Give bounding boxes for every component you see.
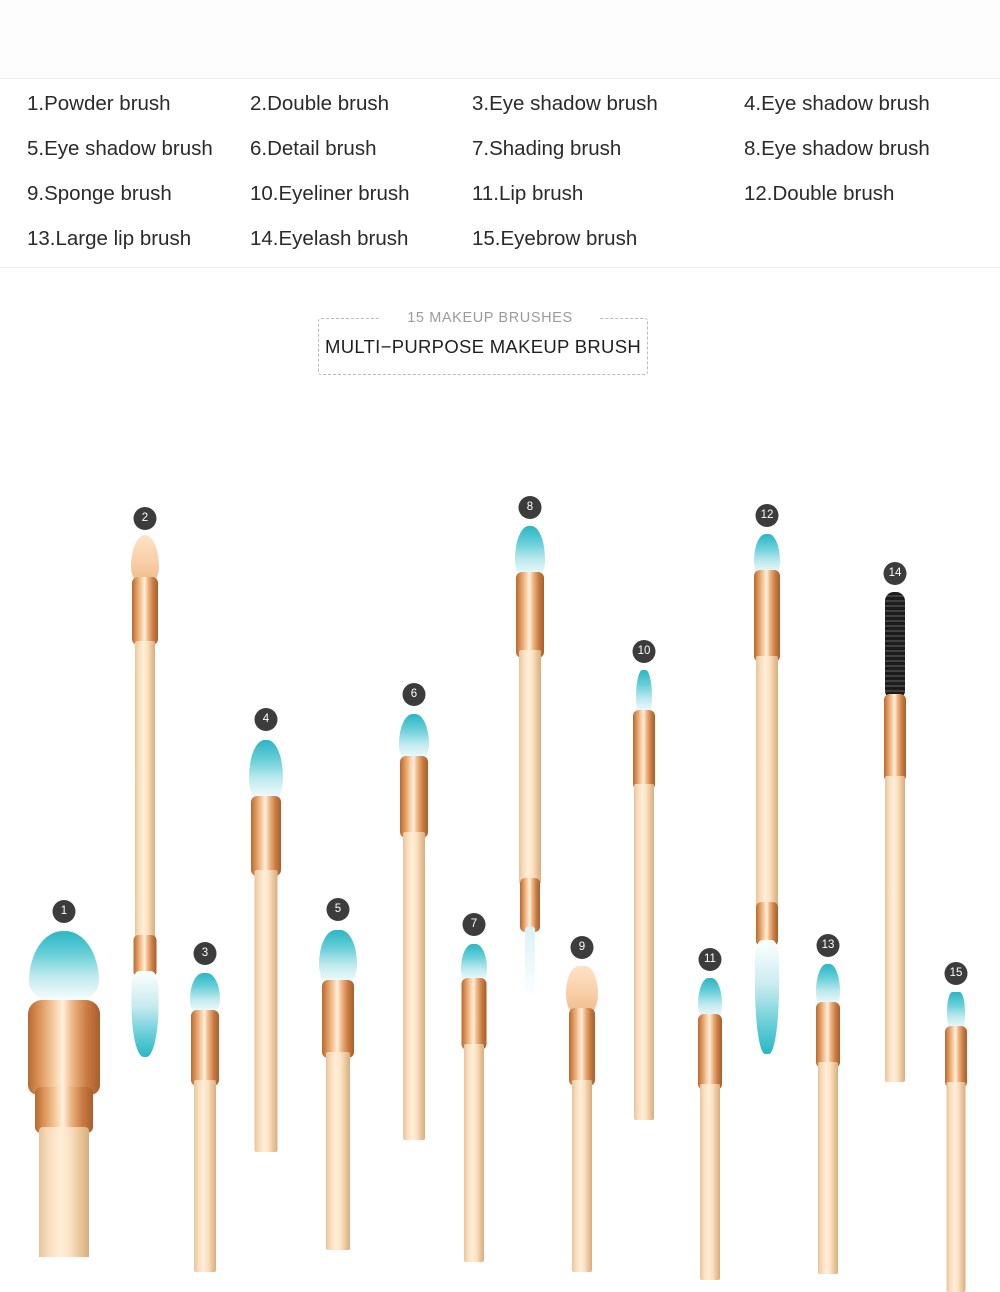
brush-badge-5: 5 [327, 898, 350, 921]
legend-item-1: 1.Powder brush [27, 92, 171, 115]
brush-13-handle [818, 1062, 838, 1274]
brush-10-ferrule [633, 710, 655, 790]
brush-14-spiral-head [885, 592, 905, 698]
title-subtitle: 15 MAKEUP BRUSHES [380, 310, 600, 326]
brush-badge-10: 10 [633, 640, 656, 663]
brush-11-ferrule [698, 1014, 722, 1090]
legend-item-10: 10.Eyeliner brush [250, 182, 410, 205]
brush-badge-7: 7 [463, 913, 486, 936]
legend-item-12: 12.Double brush [744, 182, 895, 205]
brush-1-handle [39, 1127, 89, 1257]
brush-badge-2: 2 [134, 507, 157, 530]
brush-badge-12: 12 [756, 504, 779, 527]
brush-5-bristles [319, 930, 357, 986]
brush-14-ferrule [884, 694, 906, 782]
brush-15-ferrule [945, 1026, 967, 1088]
brush-15-handle [947, 1082, 966, 1292]
legend-item-13: 13.Large lip brush [27, 227, 192, 250]
brush-2-top-tip [131, 535, 159, 583]
brush-badge-4: 4 [255, 708, 278, 731]
brush-8-ferrule [516, 572, 544, 658]
brush-12-double-brush [738, 452, 796, 1000]
brush-14-handle [885, 776, 905, 1082]
brush-8-bottom-ferrule [520, 878, 540, 932]
brush-badge-11: 11 [699, 948, 722, 971]
legend-grid [0, 87, 1000, 255]
legend-item-8: 8.Eye shadow brush [744, 137, 930, 160]
brush-9-handle [572, 1080, 592, 1272]
brush-1-bristles [29, 931, 99, 1003]
brush-1-powder-brush [22, 655, 106, 1000]
brush-7-ferrule [462, 978, 487, 1050]
brush-4-eye-shadow-brush [238, 550, 294, 1000]
brush-13-ferrule [816, 1002, 840, 1068]
brush-2-bottom-tip [132, 971, 159, 1057]
brush-5-eye-shadow-brush [310, 648, 366, 1000]
brush-3-handle [194, 1080, 216, 1272]
legend-item-15: 15.Eyebrow brush [472, 227, 638, 250]
brush-badge-8: 8 [519, 496, 542, 519]
legend-item-11: 11.Lip brush [472, 182, 584, 205]
brush-badge-15: 15 [945, 962, 968, 985]
legend-item-9: 9.Sponge brush [27, 182, 172, 205]
brush-4-ferrule [251, 796, 281, 876]
legend-item-empty [744, 222, 1000, 255]
brush-legend [0, 78, 1000, 268]
brush-3-bristles [190, 973, 220, 1015]
legend-item-2: 2.Double brush [250, 92, 390, 115]
legend-item-6: 6.Detail brush [250, 137, 377, 160]
brush-9-sponge-brush [556, 670, 608, 1000]
legend-item-14: 14.Eyelash brush [250, 227, 409, 250]
top-blank-strip [0, 0, 1000, 78]
brush-5-ferrule [322, 980, 354, 1058]
brush-11-handle [700, 1084, 720, 1280]
brush-8-bottom-tip [525, 926, 535, 1046]
brush-badge-14: 14 [884, 562, 907, 585]
brush-lineup [0, 398, 1000, 1000]
brush-7-handle [464, 1044, 484, 1262]
brush-4-handle [255, 870, 278, 1152]
brush-6-bristles [399, 714, 429, 762]
brush-13-large-lip-brush [802, 672, 854, 1000]
brush-14-eyelash-brush [866, 480, 924, 1000]
brush-badge-9: 9 [571, 936, 594, 959]
brush-12-handle [756, 656, 778, 908]
legend-item-5: 5.Eye shadow brush [27, 137, 213, 160]
brush-2-double-brush [110, 455, 180, 1000]
brush-12-bottom-bristles [755, 940, 779, 1054]
brush-2-top-ferrule [132, 577, 158, 645]
brush-badge-3: 3 [194, 942, 217, 965]
brush-10-eyeliner-brush [618, 518, 670, 1000]
brush-11-lip-brush [684, 678, 736, 1000]
title-plate [0, 268, 1000, 398]
brush-9-sponge-head [566, 966, 598, 1014]
title-main: MULTI−PURPOSE MAKEUP BRUSH [324, 336, 642, 357]
brush-3-eye-shadow-brush [178, 670, 232, 1000]
legend-item-3: 3.Eye shadow brush [472, 92, 658, 115]
brush-1-ferrule [28, 1000, 100, 1095]
brush-15-eyebrow-brush [930, 690, 982, 1000]
brush-8-eye-shadow-brush [500, 444, 560, 1000]
brush-6-ferrule [400, 756, 428, 838]
brush-12-top-ferrule [754, 570, 780, 662]
brush-3-ferrule [191, 1010, 219, 1086]
brush-10-handle [634, 784, 654, 1120]
brush-badge-1: 1 [53, 900, 76, 923]
brush-2-handle [135, 641, 155, 941]
legend-item-4: 4.Eye shadow brush [744, 92, 930, 115]
brush-5-handle [326, 1052, 350, 1250]
brush-badge-6: 6 [403, 683, 426, 706]
brush-8-handle [519, 650, 541, 884]
brush-badge-13: 13 [817, 934, 840, 957]
brush-4-bristles [249, 740, 283, 802]
brush-9-ferrule [569, 1008, 595, 1086]
brush-6-detail-brush [386, 538, 442, 1000]
legend-item-7: 7.Shading brush [472, 137, 622, 160]
brush-6-handle [403, 832, 425, 1140]
brush-7-shading-brush [448, 660, 500, 1000]
